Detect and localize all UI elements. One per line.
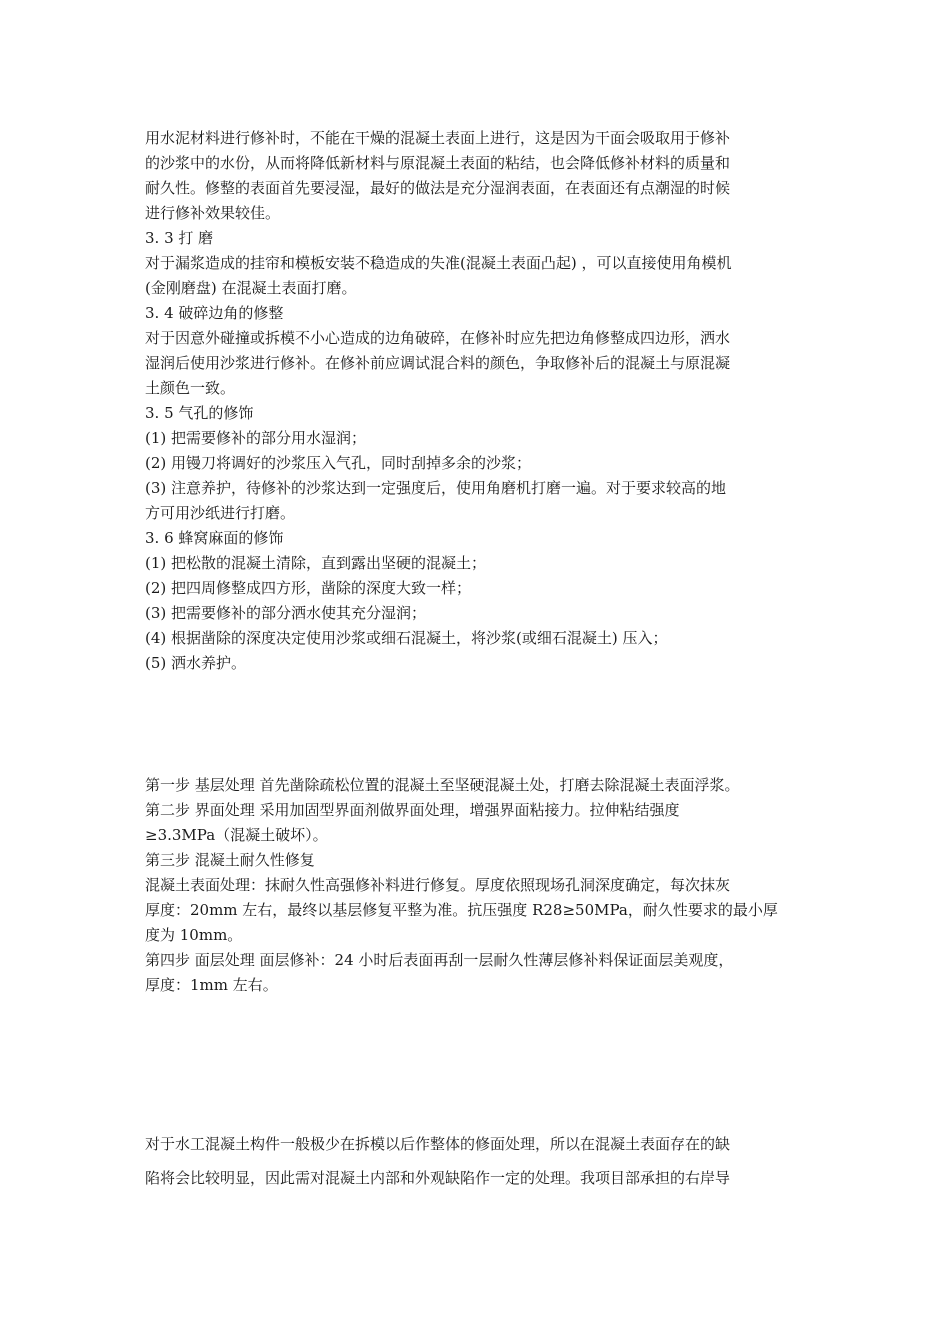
step-line: 第三步 混凝土耐久性修复 (145, 851, 315, 869)
paragraph-line: (金刚磨盘) 在混凝土表面打磨。 (145, 279, 357, 297)
paragraph-line: 湿润后使用沙浆进行修补。在修补前应调试混合料的颜色，争取修补后的混凝土与原混凝 (145, 354, 731, 372)
list-item: (5) 洒水养护。 (145, 654, 247, 672)
list-item: 方可用沙纸进行打磨。 (145, 504, 296, 522)
paragraph-line: 用水泥材料进行修补时，不能在干燥的混凝土表面上进行，这是因为干面会吸取用于修补 (145, 129, 731, 147)
section-heading: 3. 3 打 磨 (145, 229, 214, 247)
list-item: (1) 把松散的混凝土清除，直到露出坚硬的混凝土； (145, 554, 487, 572)
section-heading: 3. 6 蜂窝麻面的修饰 (145, 529, 284, 547)
paragraph-line: 的沙浆中的水份，从而将降低新材料与原混凝土表面的粘结，也会降低修补材料的质量和 (145, 154, 731, 172)
list-item: (3) 把需要修补的部分洒水使其充分湿润； (145, 604, 427, 622)
step-line: ≥3.3MPa（混凝土破坏）。 (145, 826, 328, 844)
list-item: (4) 根据凿除的深度决定使用沙浆或细石混凝土，将沙浆(或细石混凝土) 压入； (145, 629, 668, 647)
step-line: 第一步 基层处理 首先凿除疏松位置的混凝土至坚硬混凝土处，打磨去除混凝土表面浮浆。 (145, 776, 740, 794)
section-heading: 3. 5 气孔的修饰 (145, 404, 254, 422)
paragraph-line: 土颜色一致。 (145, 379, 236, 397)
paragraph-line: 对于漏浆造成的挂帘和模板安装不稳造成的失准(混凝土表面凸起) ，可以直接使用角模机 (145, 254, 732, 272)
paragraph-line: 耐久性。修整的表面首先要浸湿，最好的做法是充分湿润表面，在表面还有点潮湿的时候 (145, 179, 731, 197)
list-item: (1) 把需要修补的部分用水湿润； (145, 429, 367, 447)
repair-methods-section (145, 126, 731, 676)
paragraph-line: 对于因意外碰撞或拆模不小心造成的边角破碎，在修补时应先把边角修整成四边形，洒水 (145, 329, 731, 347)
paragraph-line: 陷将会比较明显，因此需对混凝土内部和外观缺陷作一定的处理。我项目部承担的右岸导 (145, 1169, 731, 1187)
list-item: (2) 把四周修整成四方形，凿除的深度大致一样； (145, 579, 472, 597)
repair-steps-section (145, 773, 778, 998)
paragraph-line: 对于水工混凝土构件一般极少在拆模以后作整体的修面处理，所以在混凝土表面存在的缺 (145, 1135, 731, 1153)
step-line: 第二步 界面处理 采用加固型界面剂做界面处理，增强界面粘接力。拉伸粘结强度 (145, 801, 680, 819)
list-item: (3) 注意养护，待修补的沙浆达到一定强度后，使用角磨机打磨一遍。对于要求较高的地 (145, 479, 727, 497)
step-line: 度为 10mm。 (145, 926, 243, 944)
step-line: 第四步 面层处理 面层修补：24 小时后表面再刮一层耐久性薄层修补料保证面层美观度， (145, 951, 734, 969)
list-item: (2) 用镘刀将调好的沙浆压入气孔，同时刮掉多余的沙浆； (145, 454, 532, 472)
step-line: 混凝土表面处理：抹耐久性高强修补料进行修复。厚度依照现场孔洞深度确定，每次抹灰 (145, 876, 731, 894)
hydraulic-concrete-section (145, 1127, 730, 1195)
paragraph-line: 进行修补效果较佳。 (145, 204, 281, 222)
section-heading: 3. 4 破碎边角的修整 (145, 304, 284, 322)
step-line: 厚度：20mm 左右，最终以基层修复平整为准。抗压强度 R28≥50MPa，耐久性要求的最小厚 (145, 901, 778, 919)
step-line: 厚度：1mm 左右。 (145, 976, 278, 994)
